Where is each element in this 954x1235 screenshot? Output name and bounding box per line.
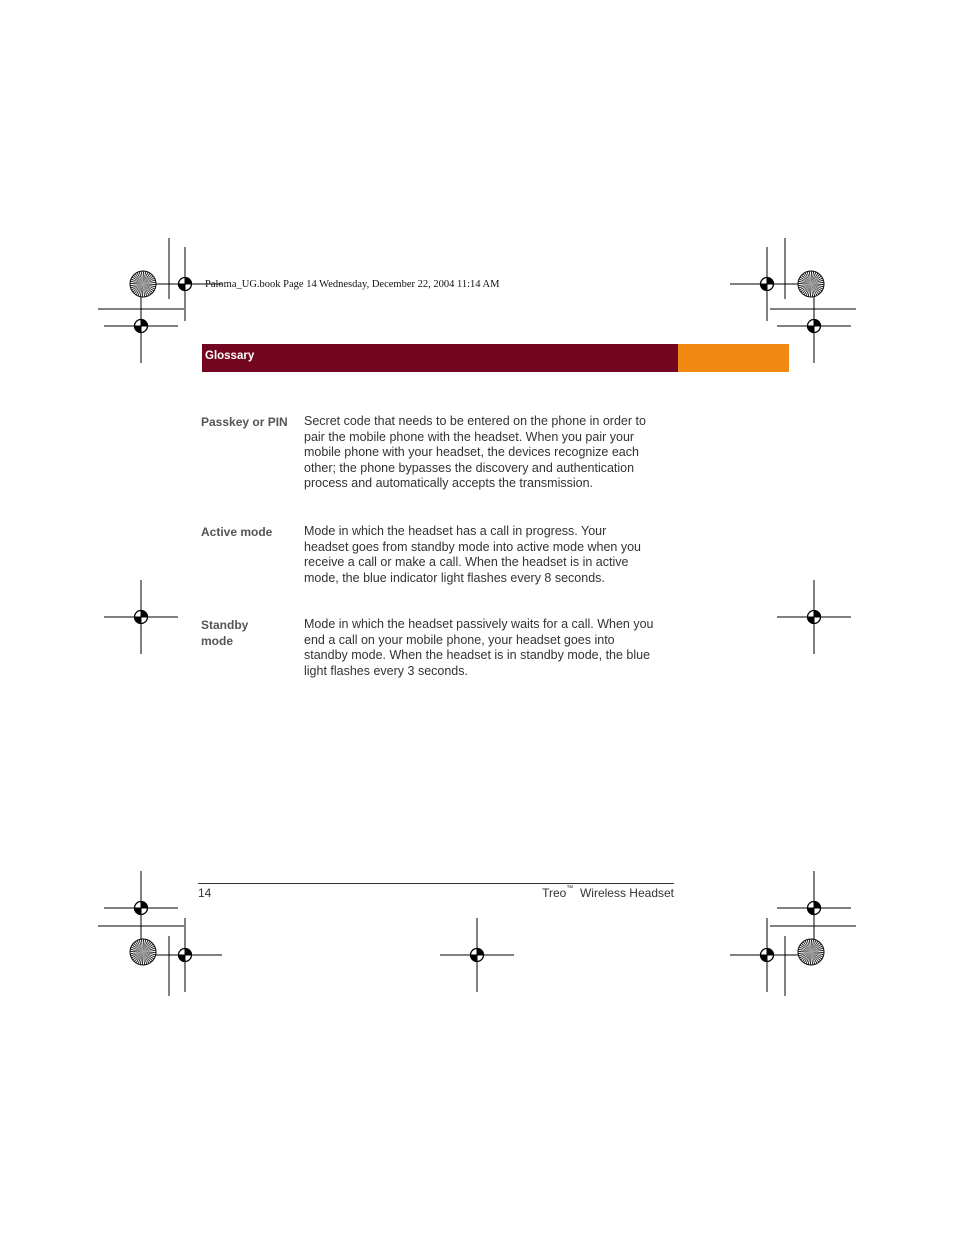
footer-product-name	[542, 886, 674, 900]
registration-target	[148, 918, 222, 992]
product-name: Treo	[542, 886, 567, 900]
registration-target	[104, 289, 178, 363]
section-banner	[202, 344, 678, 372]
registration-target	[730, 247, 804, 321]
glossary-definition-standby-mode: Mode in which the headset passively waits for a call. When you end a call on your mobile phone, your headset goes into standby mode. When the headset is in standby mode, the blue light flashes every 3 seconds.	[304, 617, 654, 678]
glossary-term-standby-mode: Standby mode	[201, 618, 249, 648]
page-number: 14	[198, 886, 212, 900]
registration-target	[777, 580, 851, 654]
print-slug: Paloma_UG.book Page 14 Wednesday, December 22, 2004 11:14 AM	[205, 279, 500, 290]
trademark-symbol: ™	[566, 885, 574, 892]
registration-target	[730, 918, 804, 992]
registration-target	[104, 871, 178, 945]
footer-rule	[198, 883, 674, 884]
glossary-term-active-mode: Active mode	[201, 525, 273, 539]
starburst-mark	[130, 939, 156, 965]
section-banner-accent	[678, 344, 789, 372]
glossary-definition-active-mode: Mode in which the headset has a call in progress. Your headset goes from standby mode into active mode when you receive a call or make a call. When the headset is in active mode, the blue indicator light flashes every 8 seconds.	[304, 524, 642, 585]
starburst-mark	[130, 271, 156, 297]
glossary-definition-passkey: Secret code that needs to be entered on the phone in order to pair the mobile phone with the headset. When you pair your mobile phone with your headset, the devices recognize each other; the phone bypasses the discovery and authentication process and automatically accepts the transmission.	[304, 414, 646, 491]
registration-target	[440, 918, 514, 992]
registration-target	[104, 580, 178, 654]
registration-target	[777, 871, 851, 945]
starburst-mark	[798, 271, 824, 297]
glossary-term-passkey: Passkey or PIN	[201, 415, 288, 429]
section-title: Glossary	[205, 350, 255, 362]
product-suffix: Wireless Headset	[579, 886, 674, 900]
starburst-mark	[798, 939, 824, 965]
